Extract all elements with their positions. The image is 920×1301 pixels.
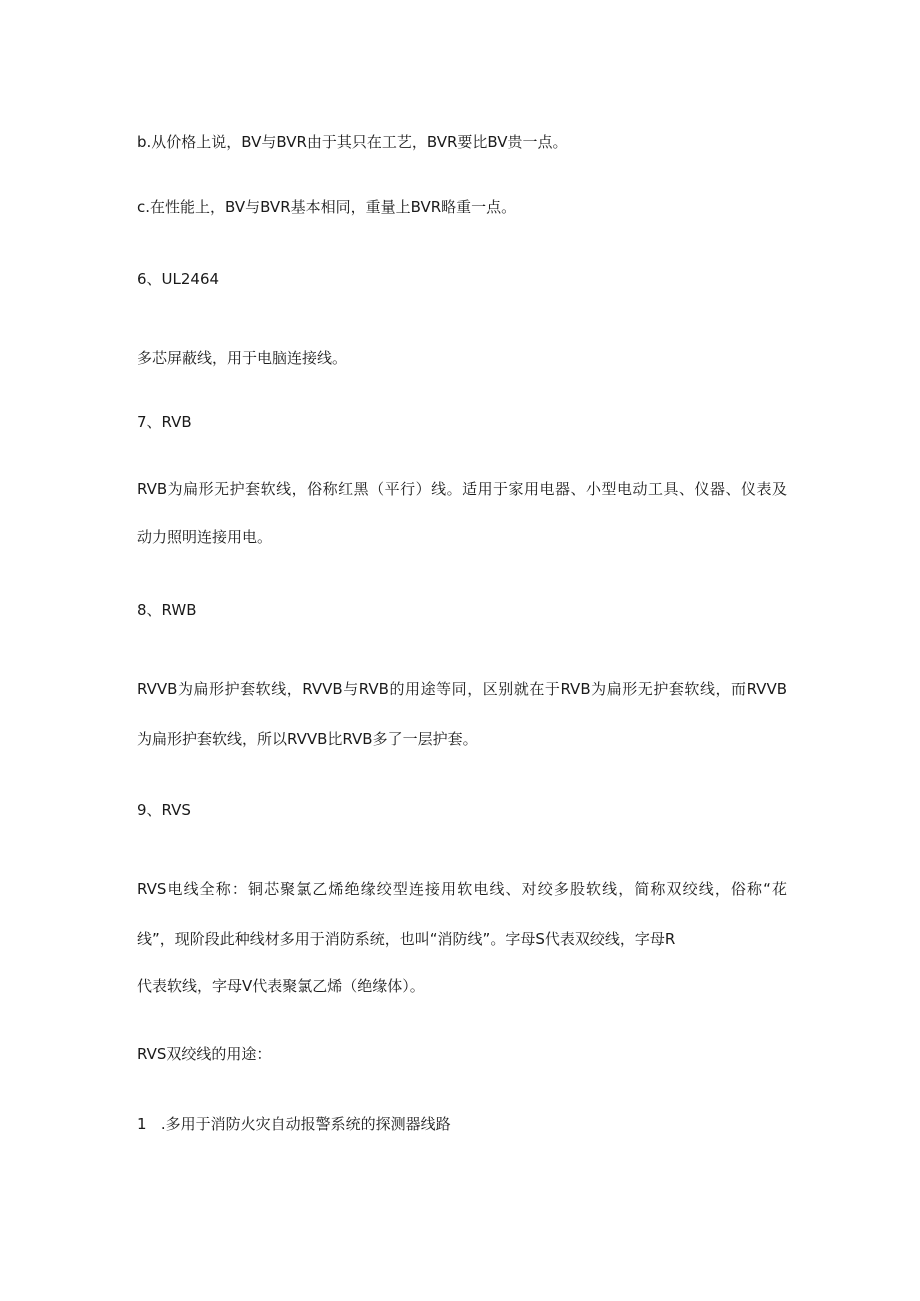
paragraph-rvs-line-3: 代表软线，字母V代表聚氯乙烯（绝缘体）。	[137, 977, 425, 995]
paragraph-rvvb-line-2: 为扁形护套软线，所以RVVB比RVB多了一层护套。	[137, 730, 478, 748]
list-item-rvs-usage-1: 1 .多用于消防火灾自动报警系统的探测器线路	[137, 1115, 451, 1133]
paragraph-rvs-line-2: 线”，现阶段此种线材多用于消防系统，也叫“消防线”。字母S代表双绞线，字母R	[137, 930, 676, 948]
paragraph-ul2464: 多芯屏蔽线，用于电脑连接线。	[137, 349, 348, 367]
paragraph-rvb-line-2: 动力照明连接用电。	[137, 528, 273, 546]
paragraph-rvs-line-1: RVS电线全称：铜芯聚氯乙烯绝缘绞型连接用软电线、对绞多股软线，简称双绞线，俗称“花	[137, 880, 787, 898]
heading-rvs: 9、RVS	[137, 801, 191, 819]
paragraph-rvb-line-1: RVB为扁形无护套软线，俗称红黑（平行）线。适用于家用电器、小型电动工具、仪器、仪表及	[137, 480, 787, 498]
heading-rvb: 7、RVB	[137, 413, 192, 431]
paragraph-rvs-usage-title: RVS双绞线的用途：	[137, 1045, 272, 1063]
heading-ul2464: 6、UL2464	[137, 270, 220, 288]
paragraph-price: b.从价格上说，BV与BVR由于其只在工艺，BVR要比BV贵一点。	[137, 133, 568, 151]
paragraph-rvvb-line-1: RVVB为扁形护套软线，RVVB与RVB的用途等同，区别就在于RVB为扁形无护套软线，而RVVB	[137, 680, 787, 698]
heading-rwb: 8、RWB	[137, 601, 197, 619]
paragraph-performance: c.在性能上，BV与BVR基本相同，重量上BVR略重一点。	[137, 198, 517, 216]
